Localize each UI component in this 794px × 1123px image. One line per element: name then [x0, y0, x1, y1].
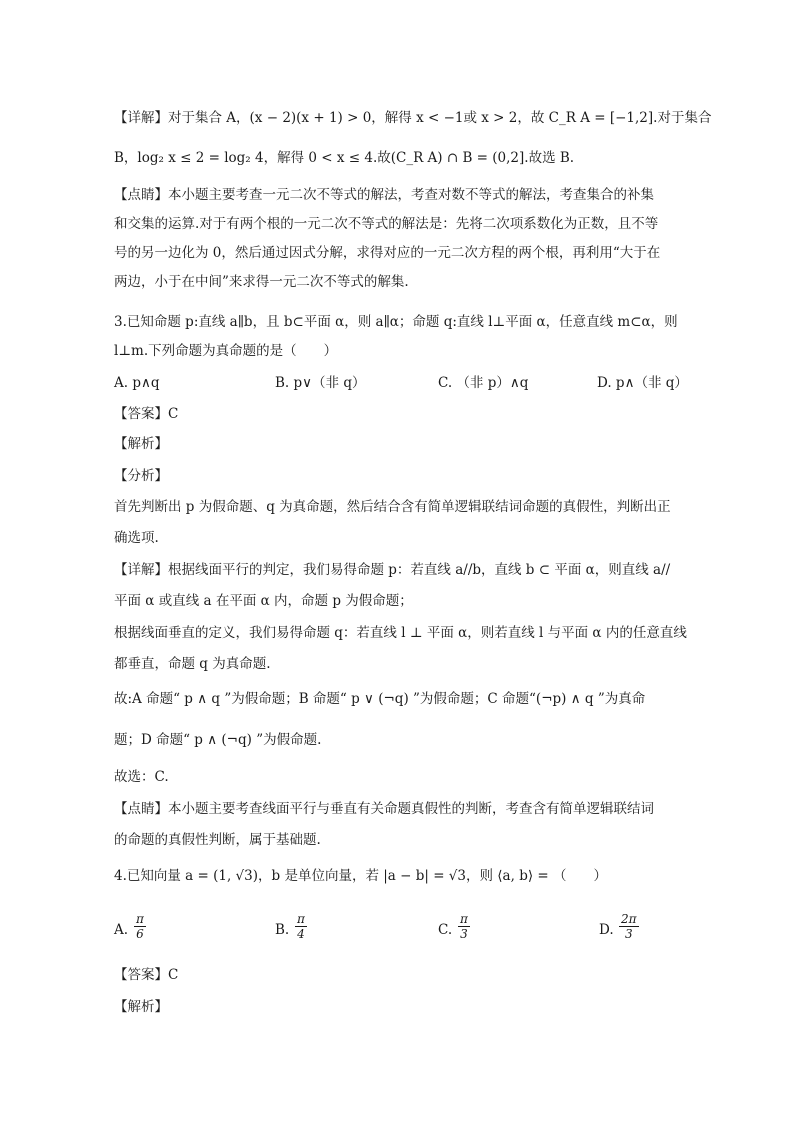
- text-line: 号的另一边化为 0，然后通过因式分解，求得对应的一元二次方程的两个根，再利用“大于在: [114, 245, 661, 261]
- answer-label: 【答案】C: [114, 406, 179, 422]
- fraction-numerator: π: [136, 912, 144, 926]
- text-line: 题；D 命题“ p ∧ (¬q) ”为假命题.: [114, 732, 322, 748]
- text-line: 【点睛】本小题主要考查线面平行与垂直有关命题真假性的判断，考查含有简单逻辑联结词: [114, 801, 654, 817]
- q3-option-d: D. p∧（非 q）: [597, 375, 688, 391]
- text-line: 的命题的真假性判断，属于基础题.: [114, 832, 321, 848]
- section-label: 【分析】: [114, 468, 168, 484]
- q4-option-b-label: B.: [275, 922, 290, 938]
- fraction-numerator: 2π: [621, 912, 637, 926]
- text-line: 都垂直，命题 q 为真命题.: [114, 656, 271, 672]
- fraction-denominator: 3: [460, 927, 468, 941]
- q4-option-d-fraction: [619, 912, 639, 941]
- analysis-label: 【解析】: [114, 436, 168, 452]
- text-line: 首先判断出 p 为假命题、q 为真命题，然后结合含有简单逻辑联结词命题的真假性，判断出正: [114, 499, 671, 515]
- q3-option-b: B. p∨（非 q）: [275, 375, 366, 391]
- question-3-stem: 3.已知命题 p:直线 a∥b，且 b⊂平面 α，则 a∥α；命题 q:直线 l⊥平面 α，任意直线 m⊂α，则: [114, 314, 678, 330]
- fraction-numerator: π: [297, 912, 305, 926]
- fraction-denominator: 4: [297, 927, 305, 941]
- text-line: 和交集的运算.对于有两个根的一元二次不等式的解法是：先将二次项系数化为正数，且不等: [114, 216, 659, 232]
- q4-option-d-label: D.: [599, 922, 614, 938]
- text-line: 【点睛】本小题主要考查一元二次不等式的解法，考查对数不等式的解法，考查集合的补集: [114, 187, 654, 203]
- text-line: 【详解】对于集合 A，(x − 2)(x + 1) > 0，解得 x < −1或 x > 2，故 C_R A = [−1,2].对于集合: [114, 110, 712, 126]
- question-3-stem: l⊥m.下列命题为真命题的是（ ）: [114, 343, 338, 359]
- text-line: 平面 α 或直线 a 在平面 α 内，命题 p 为假命题；: [114, 593, 413, 609]
- answer-label: 【答案】C: [114, 967, 179, 983]
- text-line: 根据线面垂直的定义，我们易得命题 q：若直线 l ⊥ 平面 α，则若直线 l 与平面 α 内的任意直线: [114, 625, 687, 641]
- q4-option-b-fraction: [295, 912, 307, 941]
- q4-option-c-fraction: [458, 912, 470, 941]
- q3-option-c: C. （非 p）∧q: [438, 375, 529, 391]
- text-line: 故:A 命题“ p ∧ q ”为假命题；B 命题“ p ∨ (¬q) ”为假命题；C 命题“(¬p) ∧ q ”为真命: [114, 691, 646, 707]
- fraction-denominator: 6: [136, 927, 144, 941]
- q3-option-a: A. p∧q: [114, 375, 160, 391]
- text-line: B，log₂ x ≤ 2 = log₂ 4，解得 0 < x ≤ 4.故(C_R A) ∩ B = (0,2].故选 B.: [114, 150, 575, 166]
- text-line: 【详解】根据线面平行的判定，我们易得命题 p：若直线 a//b，直线 b ⊂ 平面 α，则直线 a//: [114, 562, 671, 578]
- fraction-denominator: 3: [624, 927, 633, 941]
- text-line: 故选：C.: [114, 769, 169, 785]
- fraction-numerator: π: [460, 912, 468, 926]
- text-line: 两边，小于在中间”来求得一元二次不等式的解集.: [114, 274, 409, 290]
- q4-option-a-fraction: [134, 912, 146, 941]
- text-line: 确选项.: [114, 530, 159, 546]
- question-4-stem: 4.已知向量 a = (1, √3)，b 是单位向量，若 |a − b| = √3，则 ⟨a, b⟩ = （ ）: [114, 868, 607, 884]
- analysis-label: 【解析】: [114, 999, 168, 1015]
- q4-option-a-label: A.: [114, 922, 129, 938]
- q4-option-c-label: C.: [438, 922, 453, 938]
